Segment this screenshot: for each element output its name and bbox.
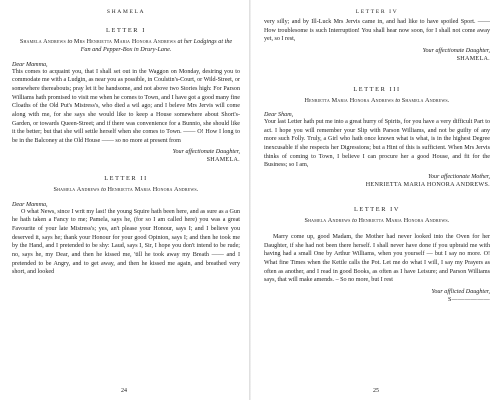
letter-1-to: to bbox=[67, 38, 73, 45]
letter-2-heading bbox=[18, 186, 234, 194]
letter-4-heading bbox=[270, 217, 484, 225]
right-page bbox=[252, 0, 500, 400]
letter-2-body: O what News, since I writ my last! the young Squire hath been here, and as sure as a Gun he hath taken a Fancy to me; Pamela, says he, (for so I am called here) you was a great Favourite of your late Mistress's; yes, an't please your Honour, says I; and I believe you deserved it, says he; thank your Honour for your good Opinion, says I; and then he took me by the Hand, and I pretended to be shy: Laud, says I, Sir, I hope you don't intend to be rude; no, says he, my Dear, and then he kissed me, 'till he took away my Breath —— and I pretended to be Angry, and to get away, and then he kissed me again, and breathed very short, and looked bbox=[12, 208, 240, 276]
letter-3-to: to bbox=[395, 96, 401, 104]
letter-1-salutation: Dear Mamma, bbox=[12, 61, 48, 68]
letter-2-continuation: very silly; and by Ill-Luck Mrs Jervis came in, and had like to have spoiled Sport. —— How troublesome is such Interruption! You shall hear now soon, for I shall not come away yet, so I rest, bbox=[264, 19, 490, 43]
letter-2-signature: SHAMELA. bbox=[456, 55, 490, 62]
letter-2-closing: Your affectionate Daughter, bbox=[422, 47, 490, 54]
letter-4-title: LETTER IV bbox=[353, 205, 401, 213]
letter-4-recipient: Henrietta Maria Honora Andrews. bbox=[358, 216, 450, 224]
letter-3-closing: Your affectionate Mother, bbox=[428, 173, 490, 180]
letter-4-body: Marry come up, good Madam, the Mother had never looked into the Oven for her Daughter, if she had not been there herself. I shall never have done if you upbraid me with having had a small One by Arthur Williams, when you yourself — but I say no more. O! What fine Times when the Kettle calls the Pot. Let me do what I will, I say my Prayers as often as another, and I read in good Books, as often as I have Leisure; and Parson Williams says, that will make amends. – So no more, but I rest bbox=[264, 234, 490, 284]
letter-2-to: to bbox=[101, 186, 106, 194]
letter-4-to: to bbox=[352, 216, 357, 224]
letter-4-signature: S—————— bbox=[447, 296, 490, 303]
letter-3-title: LETTER III bbox=[353, 85, 401, 93]
letter-1-signature: SHAMELA. bbox=[206, 157, 240, 164]
letter-4-sender: Shamela Andrews bbox=[304, 216, 351, 224]
letter-3-heading bbox=[270, 97, 484, 105]
letter-2-sender: Shamela Andrews bbox=[53, 186, 100, 194]
letter-1-sender: Shamela Andrews bbox=[19, 38, 66, 45]
letter-3-sender: Henrietta Maria Honora Andrews bbox=[304, 96, 394, 104]
left-page bbox=[0, 0, 248, 400]
letter-1-heading bbox=[18, 38, 234, 55]
page-number-left: 24 bbox=[121, 388, 127, 394]
letter-2-salutation: Dear Mamma, bbox=[12, 201, 48, 208]
book-gutter bbox=[249, 0, 251, 400]
page-number-right: 25 bbox=[373, 388, 379, 394]
letter-3-body: Your last Letter hath put me into a great hurry of Spirits, for you have a very difficult Part to act. I hope you will remember your Slip with Parson Williams, and not be guilty of any more such Folly. Truly, a Girl who hath once known what is what, is in the highest Degree inexcusable if she respects her Digressions; but a Hint of this is sufficient. When Mrs Jervis thinks of coming to Town, I believe I can procure her a good House, and fit for the Business; so I am, bbox=[264, 119, 490, 169]
letter-1-recipient: Mrs Henrietta Maria Honora Andrews bbox=[73, 38, 176, 45]
running-head-left: SHAMELA bbox=[106, 9, 146, 15]
letter-1-body: This comes to acquaint you, that I shall set out in the Waggon on Monday, desiring you to commodate me with a Ludgin, as near you as possible, in Coulstin's-Court, or Wild-Street, or somewhere thereabouts; pray let it be handsome, and not above two Stories high: For Parson Williams hath promised to visit me when he comes to Town, and I have got a good many fine Cloaths of the Old Put's Mistress's, who died a wil ago; and I beleve Mrs Jervis will come along with me, for she says she would like to keep a House somewhere about Short's-Garden, or towards Queen-Street; and if there was convenience for a Bunnio, she should like it the better; but that she will settle herself when she comes to Town. —— O! How I long to be in the Balconey at the Old House —— so no more at present from bbox=[12, 68, 240, 144]
letter-1-address: at her Lodgings at the Fan and Pepper-Box in Drury-Lane. bbox=[80, 38, 233, 54]
letter-3-recipient: Shamela Andrews. bbox=[401, 96, 450, 104]
letter-3-salutation: Dear Sham, bbox=[264, 112, 294, 119]
letter-4-closing: Your afflicted Daughter, bbox=[431, 288, 490, 295]
running-head-right: LETTER IV bbox=[355, 9, 399, 15]
letter-3-signature: HENRIETTA MARIA HONORA ANDREWS. bbox=[365, 181, 490, 188]
letter-2-recipient: Henrietta Maria Honora Andrews. bbox=[107, 186, 199, 194]
letter-1-closing: Your affectionate Daughter, bbox=[172, 149, 240, 156]
letter-1-title: LETTER I bbox=[106, 27, 146, 34]
letter-2-title: LETTER II bbox=[104, 175, 148, 183]
